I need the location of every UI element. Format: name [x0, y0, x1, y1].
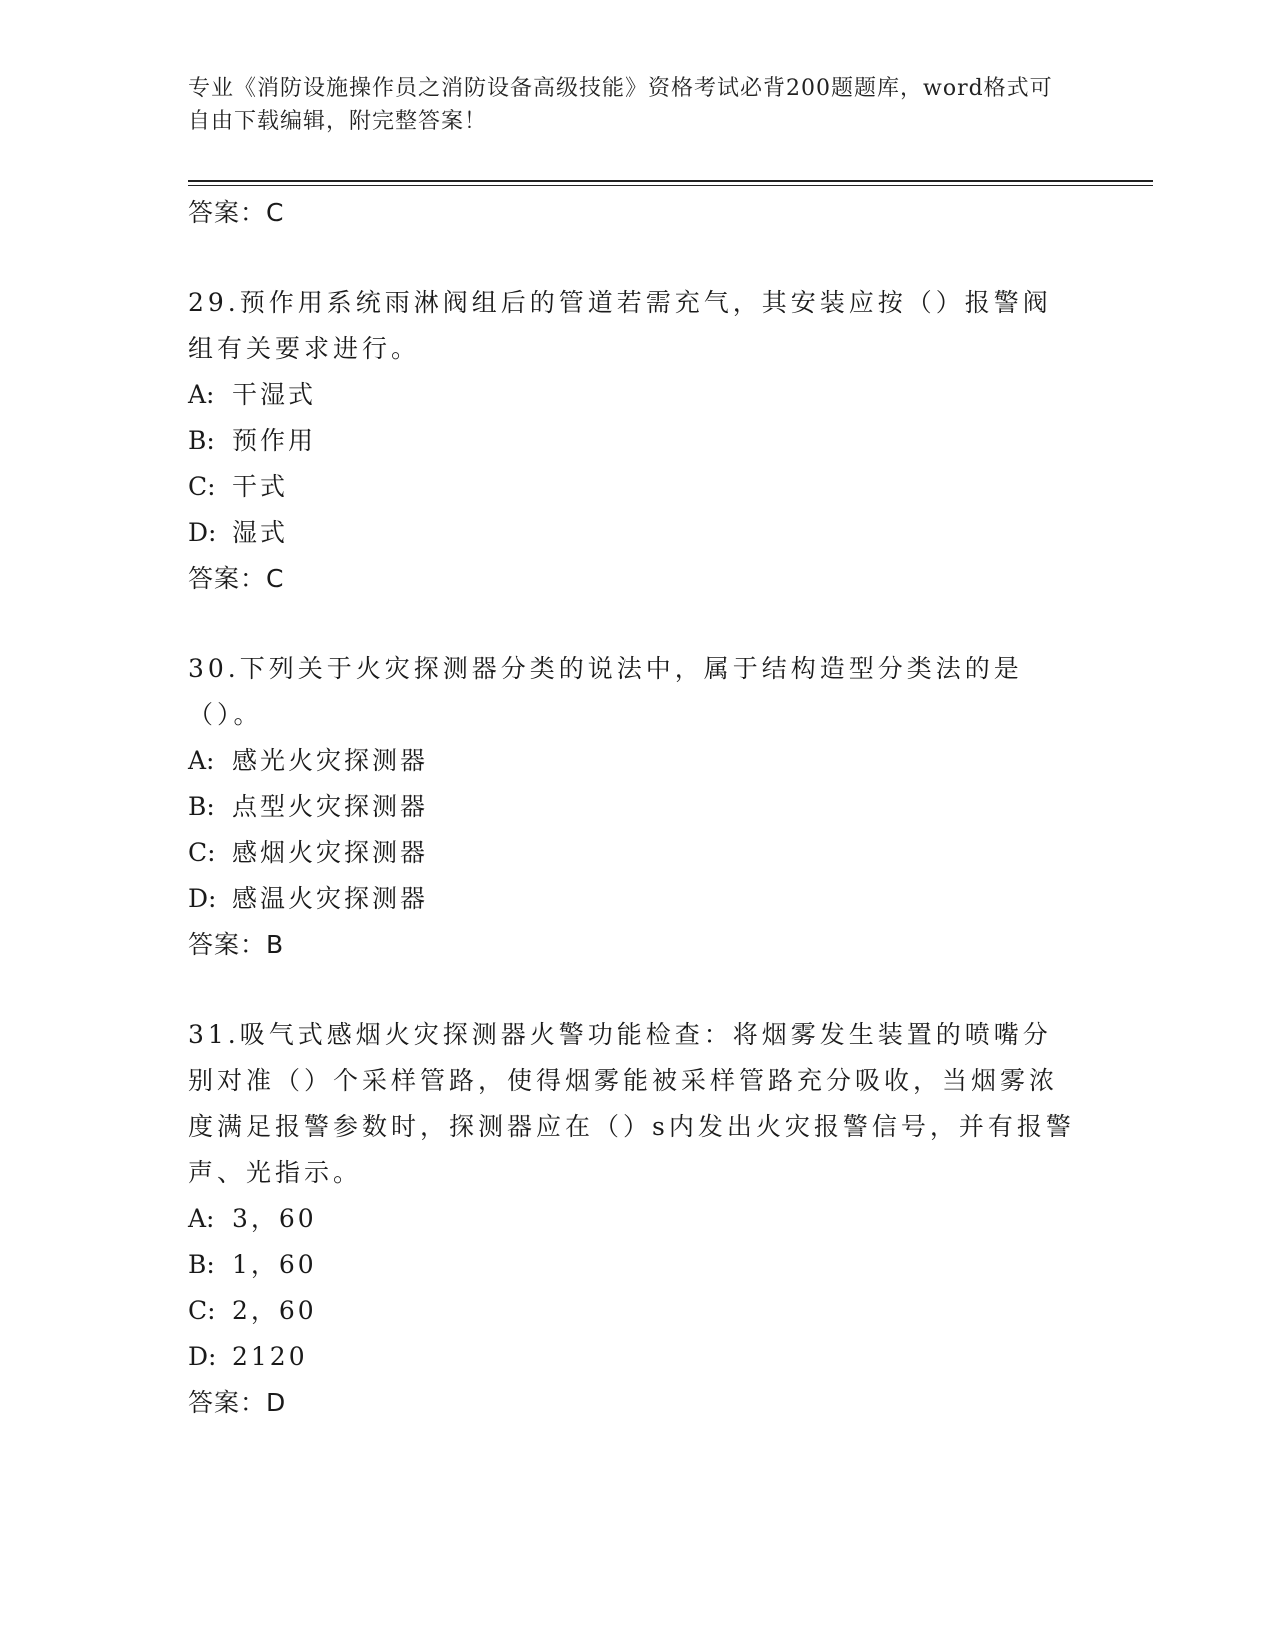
header-divider-thick	[188, 180, 1153, 182]
answer-value: C	[266, 564, 284, 593]
option-text: 预作用	[232, 426, 317, 455]
answer-value: D	[266, 1388, 286, 1417]
option-text: 2120	[232, 1342, 308, 1371]
option-text: 干湿式	[232, 380, 317, 409]
question-stem: 29.预作用系统雨淋阀组后的管道若需充气，其安装应按（）报警阀组有关要求进行。	[188, 288, 1052, 363]
option-letter: A:	[188, 1204, 215, 1233]
option-b	[188, 1242, 1078, 1288]
option-a	[188, 372, 1078, 418]
option-text: 湿式	[232, 518, 289, 547]
question-answer	[188, 1380, 1078, 1426]
option-letter: C:	[188, 472, 216, 501]
answer-label: 答案：	[188, 930, 267, 959]
question-answer	[188, 922, 1078, 968]
spacer	[188, 968, 1078, 1012]
option-b	[188, 418, 1078, 464]
option-letter: C:	[188, 838, 216, 867]
option-c	[188, 1288, 1078, 1334]
option-c	[188, 830, 1078, 876]
option-a	[188, 738, 1078, 784]
answer-value: C	[266, 198, 284, 227]
option-b	[188, 784, 1078, 830]
option-text: 2，60	[232, 1296, 317, 1325]
option-letter: B:	[188, 792, 215, 821]
document-body	[188, 190, 1078, 1426]
option-d	[188, 1334, 1078, 1380]
answer-label: 答案：	[188, 198, 267, 227]
question-answer	[188, 556, 1078, 602]
option-d	[188, 510, 1078, 556]
option-c	[188, 464, 1078, 510]
question-31	[188, 1012, 1078, 1426]
option-text: 感烟火灾探测器	[232, 838, 429, 867]
header-text: 专业《消防设施操作员之消防设备高级技能》资格考试必背200题题库，word格式可自由下载编辑，附完整答案！	[188, 76, 1053, 134]
option-d	[188, 876, 1078, 922]
option-text: 1，60	[232, 1250, 317, 1279]
answer-value: B	[266, 930, 284, 959]
question-29	[188, 280, 1078, 602]
option-text: 点型火灾探测器	[232, 792, 429, 821]
spacer	[188, 602, 1078, 646]
option-a	[188, 1196, 1078, 1242]
question-stem: 31.吸气式感烟火灾探测器火警功能检查：将烟雾发生装置的喷嘴分别对准（）个采样管路，使得烟雾能被采样管路充分吸收，当烟雾浓度满足报警参数时，探测器应在（）s内发出火灾报警信号，并有报警声、光指示。	[188, 1020, 1075, 1187]
question-30	[188, 646, 1078, 968]
option-text: 干式	[232, 472, 289, 501]
answer-label: 答案：	[188, 564, 267, 593]
spacer	[188, 236, 1078, 280]
document-header	[188, 72, 1068, 138]
option-letter: D:	[188, 518, 217, 547]
option-letter: A:	[188, 746, 215, 775]
option-letter: B:	[188, 426, 215, 455]
header-divider-thin	[188, 185, 1153, 186]
option-text: 感光火灾探测器	[232, 746, 429, 775]
option-letter: B:	[188, 1250, 215, 1279]
option-letter: A:	[188, 380, 215, 409]
previous-answer	[188, 190, 1078, 236]
option-text: 3，60	[232, 1204, 317, 1233]
option-text: 感温火灾探测器	[232, 884, 429, 913]
option-letter: D:	[188, 884, 217, 913]
option-letter: C:	[188, 1296, 216, 1325]
answer-label: 答案：	[188, 1388, 267, 1417]
question-stem: 30.下列关于火灾探测器分类的说法中，属于结构造型分类法的是（）。	[188, 654, 1023, 729]
option-letter: D:	[188, 1342, 217, 1371]
